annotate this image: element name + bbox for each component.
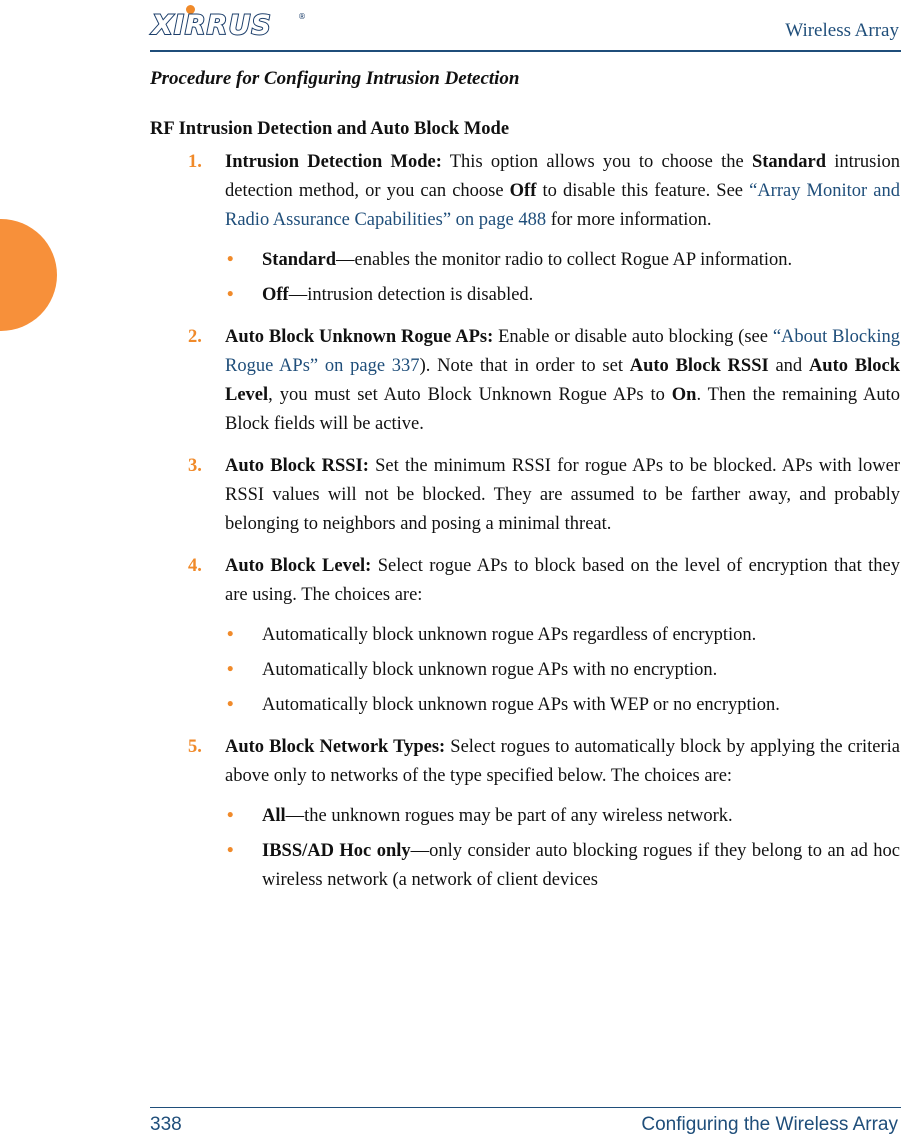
step-text: , you must set Auto Block Unknown Rogue APs to	[268, 385, 672, 405]
step-number: 4.	[188, 556, 202, 576]
step-text: . Then the remaining Auto Block fields will be active.	[225, 385, 900, 434]
option-description: —only consider auto blocking rogues if they belong to an ad hoc wireless network (a network of client devices	[262, 841, 900, 890]
procedure-steps	[150, 148, 900, 908]
list-item	[225, 691, 900, 720]
step-number: 3.	[188, 456, 202, 476]
step-number: 1.	[188, 152, 202, 172]
bullet-icon: •	[227, 660, 234, 680]
cross-reference-link[interactable]: “About Blocking Rogue APs” on page 337	[225, 327, 900, 376]
step-1	[150, 148, 900, 310]
bullet-icon: •	[227, 806, 234, 826]
option-off: Off	[509, 181, 537, 201]
step-label: Auto Block Unknown Rogue APs:	[225, 327, 494, 347]
bullet-icon: •	[227, 250, 234, 270]
page-number: 338	[150, 1114, 182, 1135]
bullet-icon: •	[227, 625, 234, 645]
header-divider	[150, 50, 901, 52]
step-text: This option allows you to choose the	[441, 152, 752, 172]
step-text: for more information.	[546, 210, 712, 230]
step-2	[150, 323, 900, 439]
step-label: Auto Block Network Types:	[225, 737, 446, 757]
option-name: IBSS/AD Hoc only	[262, 841, 411, 861]
option-description: Automatically block unknown rogue APs with no encryption.	[262, 660, 718, 680]
step-text: intrusion detection method, or you can choose	[225, 152, 900, 201]
step-5	[150, 733, 900, 895]
option-description: —the unknown rogues may be part of any wireless network.	[285, 806, 733, 826]
step-text: ). Note that in order to set	[419, 356, 630, 376]
field-name: Auto Block Level	[225, 356, 900, 405]
logo-text: XIRRUS	[152, 10, 272, 41]
bullet-icon: •	[227, 695, 234, 715]
step-text: to disable this feature. See	[536, 181, 750, 201]
step-5-options	[225, 802, 900, 895]
step-text: and	[768, 356, 809, 376]
field-name: Auto Block RSSI	[629, 356, 769, 376]
footer-title: Configuring the Wireless Array	[641, 1114, 898, 1135]
logo-registered-mark: ®	[298, 12, 306, 21]
procedure-title: Procedure for Configuring Intrusion Detection	[150, 68, 520, 89]
list-item	[225, 837, 900, 895]
footer-divider	[150, 1107, 901, 1108]
option-name: Standard	[262, 250, 337, 270]
step-text: Select rogue APs to block based on the level of encryption that they are using. The choices are:	[225, 556, 901, 605]
step-3	[150, 452, 900, 539]
cross-reference-link[interactable]: “Array Monitor and Radio Assurance Capabilities” on page 488	[225, 181, 900, 230]
step-1-options	[225, 246, 900, 310]
bullet-icon: •	[227, 285, 234, 305]
option-description: Automatically block unknown rogue APs regardless of encryption.	[262, 625, 757, 645]
step-4	[150, 552, 900, 720]
step-label: Intrusion Detection Mode:	[225, 152, 442, 172]
step-text: Set the minimum RSSI for rogue APs to be blocked. APs with lower RSSI values will not be blocked. They are assumed to be farther away, and probably belonging to neighbors and posing a minimal threat.	[225, 456, 900, 534]
step-label: Auto Block RSSI:	[225, 456, 369, 476]
option-standard: Standard	[751, 152, 826, 172]
chapter-tab-marker	[0, 219, 57, 331]
option-description: —enables the monitor radio to collect Rogue AP information.	[336, 250, 793, 270]
value-on: On	[671, 385, 697, 405]
step-text: Enable or disable auto blocking (see	[493, 327, 773, 347]
section-title: RF Intrusion Detection and Auto Block Mode	[150, 119, 510, 139]
option-name: Off	[262, 285, 289, 305]
bullet-icon: •	[227, 841, 234, 861]
step-4-options	[225, 621, 900, 720]
list-item	[225, 281, 900, 310]
step-text: Select rogues to automatically block by applying the criteria above only to networks of the type specified below. The choices are:	[225, 737, 901, 786]
option-description: —intrusion detection is disabled.	[288, 285, 534, 305]
list-item	[225, 656, 900, 685]
step-number: 2.	[188, 327, 202, 347]
header-title: Wireless Array	[785, 20, 899, 41]
option-name: All	[262, 806, 286, 826]
list-item	[225, 246, 900, 275]
step-number: 5.	[188, 737, 202, 757]
xirrus-logo	[152, 8, 304, 42]
list-item	[225, 802, 900, 831]
list-item	[225, 621, 900, 650]
step-label: Auto Block Level:	[225, 556, 372, 576]
option-description: Automatically block unknown rogue APs with WEP or no encryption.	[262, 695, 780, 715]
